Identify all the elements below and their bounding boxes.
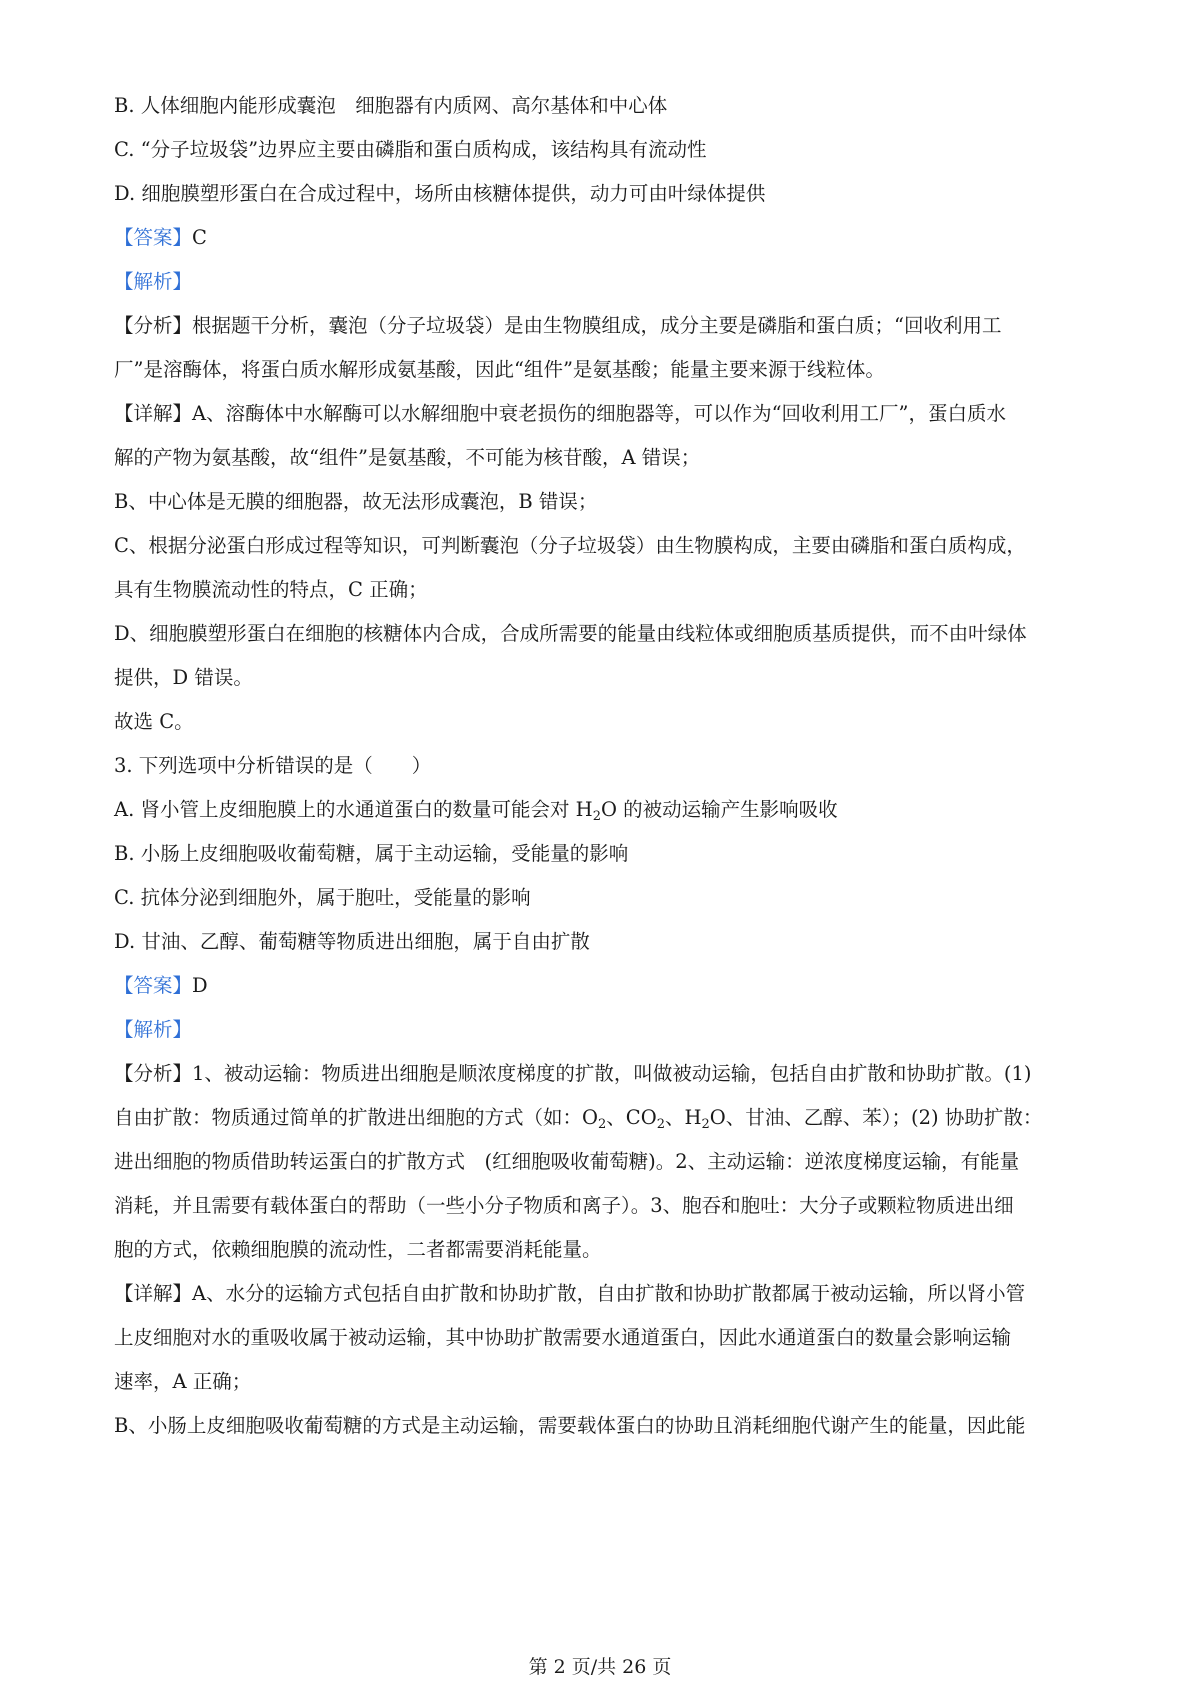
- option-d-line: D. 细胞膜塑形蛋白在合成过程中，场所由核糖体提供，动力可由叶绿体提供: [114, 182, 766, 205]
- conclusion-line: 故选 C。: [114, 710, 194, 733]
- answer-tag: 【答案】: [114, 226, 193, 249]
- option-c-line: C. “分子垃圾袋”边界应主要由磷脂和蛋白质构成，该结构具有流动性: [114, 138, 707, 161]
- text-run: 自由扩散：物质通过简单的扩散进出细胞的方式（如：O: [114, 1106, 598, 1129]
- detail-line: B、中心体是无膜的细胞器，故无法形成囊泡，B 错误；: [114, 490, 598, 513]
- detail-line: 具有生物膜流动性的特点，C 正确；: [114, 578, 428, 601]
- analysis-tag: 【解析】: [114, 1018, 193, 1041]
- text-run: O、甘油、乙醇、苯）；(2) 协助扩散：: [709, 1106, 1043, 1129]
- option-c-line: C. 抗体分泌到细胞外，属于胞吐，受能量的影响: [114, 886, 531, 909]
- analysis-line: 厂”是溶酶体，将蛋白质水解形成氨基酸，因此“组件”是氨基酸；能量主要来源于线粒体。: [114, 358, 885, 381]
- subscript: 2: [598, 1117, 607, 1132]
- analysis-line: [114, 1104, 1042, 1139]
- detail-line: 【详解】A、溶酶体中水解酶可以水解细胞中衰老损伤的细胞器等，可以作为“回收利用工厂”，蛋白质水: [114, 402, 1007, 425]
- text-run: A. 肾小管上皮细胞膜上的水通道蛋白的数量可能会对 H: [114, 798, 593, 821]
- detail-line: B、小肠上皮细胞吸收葡萄糖的方式是主动运输，需要载体蛋白的协助且消耗细胞代谢产生的能量，因此能: [114, 1414, 1026, 1437]
- option-b-line: B. 小肠上皮细胞吸收葡萄糖，属于主动运输，受能量的影响: [114, 842, 629, 865]
- text-run: 、H: [664, 1106, 702, 1129]
- option-d-line: D. 甘油、乙醇、葡萄糖等物质进出细胞，属于自由扩散: [114, 930, 590, 953]
- text-run: 、CO: [606, 1106, 657, 1129]
- analysis-line: 胞的方式，依赖细胞膜的流动性，二者都需要消耗能量。: [114, 1238, 602, 1261]
- answer-line: [114, 972, 208, 1000]
- analysis-line: 【分析】1、被动运输：物质进出细胞是顺浓度梯度的扩散，叫做被动运输，包括自由扩散和协助扩散。(1): [114, 1062, 1032, 1085]
- answer-value: C: [192, 226, 207, 249]
- subscript: 2: [592, 809, 601, 824]
- detail-line: 【详解】A、水分的运输方式包括自由扩散和协助扩散，自由扩散和协助扩散都属于被动运输，所以肾小管: [114, 1282, 1026, 1305]
- answer-value: D: [192, 974, 208, 997]
- analysis-line: 【分析】根据题干分析，囊泡（分子垃圾袋）是由生物膜组成，成分主要是磷脂和蛋白质；“回收利用工: [114, 314, 1002, 337]
- detail-line: 解的产物为氨基酸，故“组件”是氨基酸，不可能为核苷酸，A 错误；: [114, 446, 701, 469]
- analysis-line: 进出细胞的物质借助转运蛋白的扩散方式 (红细胞吸收葡萄糖)。2、主动运输：逆浓度梯度运输，有能量: [114, 1150, 1020, 1173]
- analysis-line: 消耗，并且需要有载体蛋白的帮助（一些小分子物质和离子）。3、胞吞和胞吐：大分子或颗粒物质进出细: [114, 1194, 1014, 1217]
- page-footer: 第 2 页/共 26 页: [528, 1656, 672, 1678]
- detail-line: D、细胞膜塑形蛋白在细胞的核糖体内合成，合成所需要的能量由线粒体或细胞质基质提供，而不由叶绿体: [114, 622, 1027, 645]
- option-a-line: [114, 796, 838, 831]
- option-b-line: B. 人体细胞内能形成囊泡 细胞器有内质网、高尔基体和中心体: [114, 94, 668, 117]
- answer-tag: 【答案】: [114, 974, 193, 997]
- detail-line: 上皮细胞对水的重吸收属于被动运输，其中协助扩散需要水通道蛋白，因此水通道蛋白的数量会影响运输: [114, 1326, 1012, 1349]
- analysis-tag: 【解析】: [114, 270, 193, 293]
- text-run: O 的被动运输产生影响吸收: [600, 798, 838, 821]
- detail-line: 速率，A 正确；: [114, 1370, 252, 1393]
- detail-line: C、根据分泌蛋白形成过程等知识，可判断囊泡（分子垃圾袋）由生物膜构成，主要由磷脂和蛋白质构成，: [114, 534, 1026, 557]
- subscript: 2: [656, 1117, 665, 1132]
- subscript: 2: [701, 1117, 710, 1132]
- question-3-stem: 3. 下列选项中分析错误的是（ ）: [114, 754, 432, 777]
- answer-line: [114, 224, 207, 252]
- detail-line: 提供，D 错误。: [114, 666, 253, 689]
